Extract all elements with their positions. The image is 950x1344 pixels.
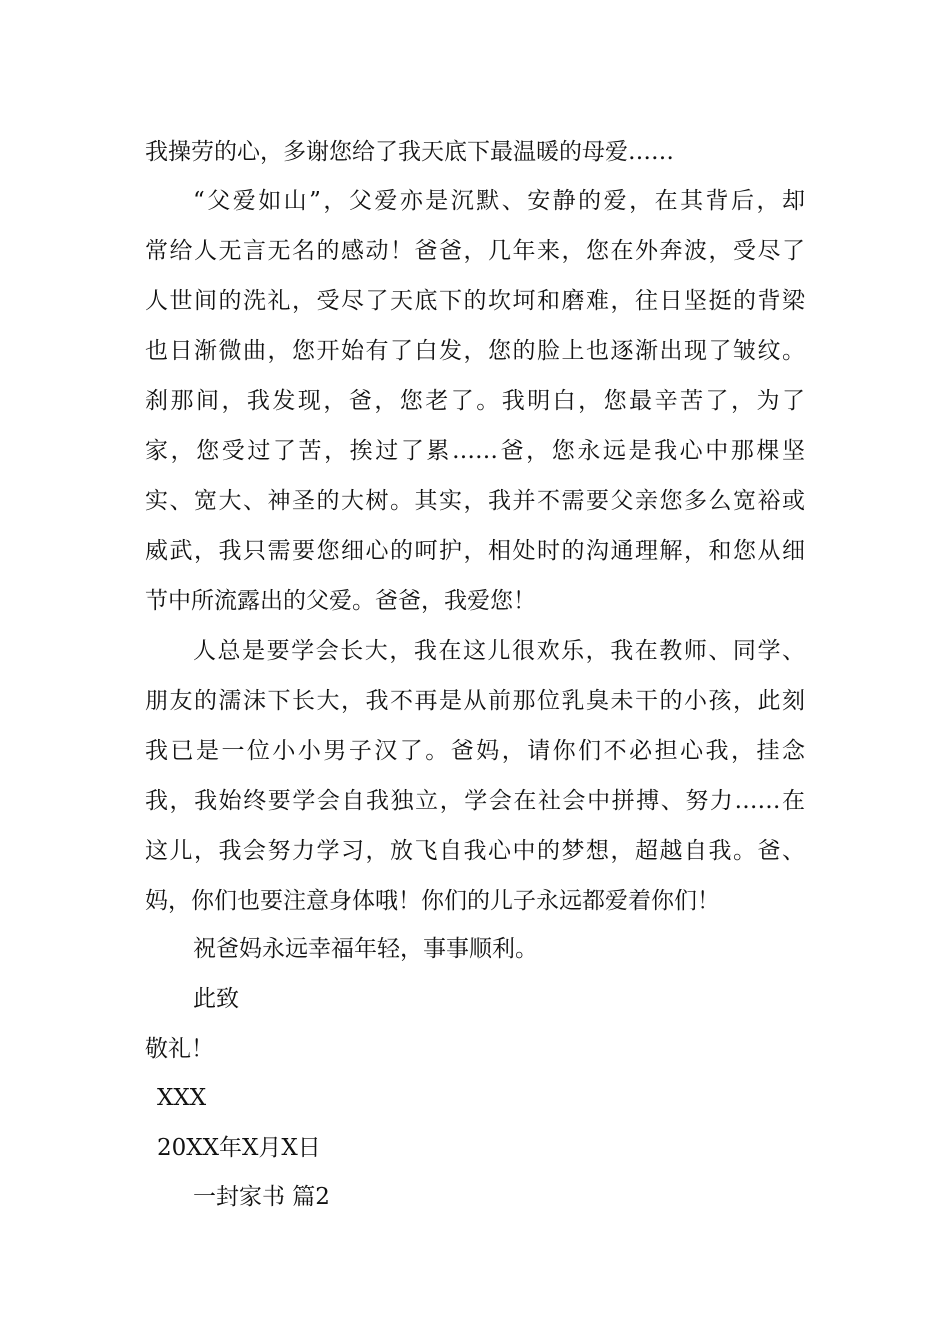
text-line: 家，您受过了苦，挨过了累……爸，您永远是我心中那棵坚 — [145, 438, 805, 464]
text-line: 我，我始终要学会自我独立，学会在社会中拼搏、努力……在 — [145, 788, 805, 814]
salutation-line: 敬礼！ — [145, 1036, 214, 1062]
closing-line: 此致 — [193, 986, 239, 1012]
text-line: 刹那间，我发现，爸，您老了。我明白，您最辛苦了，为了 — [145, 388, 805, 414]
wish-line: 祝爸妈永远幸福年轻，事事顺利。 — [193, 936, 538, 962]
text-line: 朋友的濡沫下长大，我不再是从前那位乳臭未干的小孩，此刻 — [145, 688, 805, 714]
text-line: 也日渐微曲，您开始有了白发，您的脸上也逐渐出现了皱纹。 — [145, 338, 805, 364]
text-line: 常给人无言无名的感动！爸爸，几年来，您在外奔波，受尽了 — [145, 238, 805, 264]
text-line: 我已是一位小小男子汉了。爸妈，请你们不必担心我，挂念 — [145, 738, 805, 764]
text-line: 威武，我只需要您细心的呵护，相处时的沟通理解，和您从细 — [145, 538, 805, 564]
paragraph-start: “父爱如山”，父爱亦是沉默、安静的爱，在其背后，却 — [193, 188, 805, 214]
section-heading: 一封家书 篇2 — [193, 1184, 330, 1210]
paragraph-start: 人总是要学会长大，我在这儿很欢乐，我在教师、同学、 — [193, 638, 805, 664]
text-line: 妈，你们也要注意身体哦！你们的儿子永远都爱着你们！ — [145, 888, 720, 914]
text-line: 实、宽大、神圣的大树。其实，我并不需要父亲您多么宽裕或 — [145, 488, 805, 514]
signature-date: 20XX年X月X日 — [157, 1135, 321, 1161]
signature-name: XXX — [157, 1085, 207, 1111]
text-line: 这儿，我会努力学习，放飞自我心中的梦想，超越自我。爸、 — [145, 838, 805, 864]
text-line: 我操劳的心，多谢您给了我天底下最温暖的母爱…… — [145, 139, 674, 165]
text-line: 节中所流露出的父爱。爸爸，我爱您！ — [145, 588, 536, 614]
text-line: 人世间的洗礼，受尽了天底下的坎坷和磨难，往日坚挺的背梁 — [145, 288, 805, 314]
